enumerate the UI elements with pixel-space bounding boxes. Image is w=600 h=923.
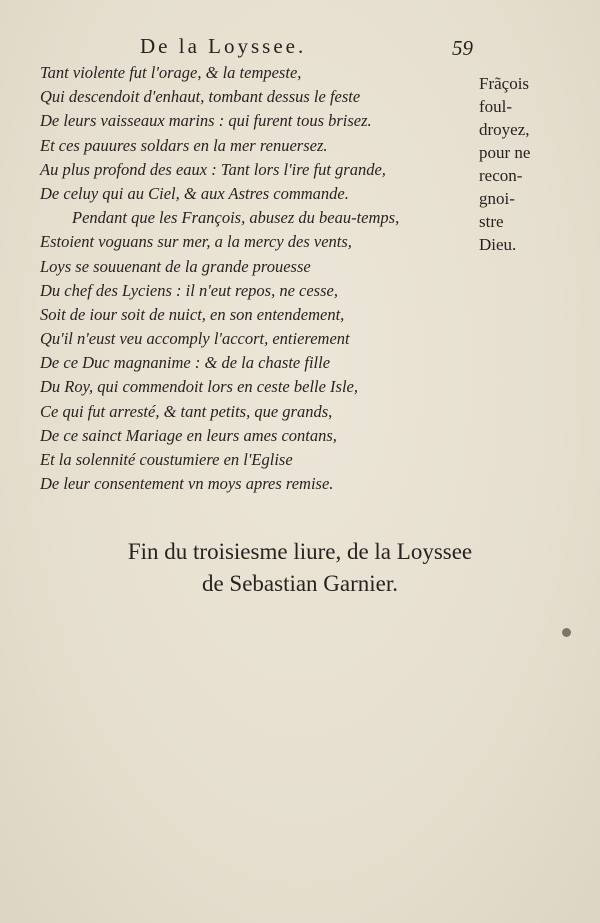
poem-line: Qu'il n'eust veu accomply l'accort, entierement: [40, 329, 350, 349]
ink-spot: [562, 628, 571, 637]
marginal-note-line: recon-: [479, 166, 523, 185]
colophon: [30, 536, 570, 600]
poem-line: Tant violente fut l'orage, & la tempeste,: [40, 63, 302, 82]
poem-line: Du chef des Lyciens : il n'eut repos, ne cesse,: [40, 280, 338, 300]
colophon-line: de Sebastian Garnier.: [201, 571, 399, 596]
colophon-line: Fin du troisiesme liure, de la Loyssee: [127, 539, 473, 564]
poem-line: Ce qui fut arresté, & tant petits, que grands,: [40, 401, 333, 421]
marginal-note-line: Frãçois: [479, 74, 530, 93]
poem-line: De leur consentement vn moys apres remise.: [40, 474, 334, 494]
marginal-note-line: droyez,: [479, 120, 530, 139]
poem-line: Et la solennité coustumiere en l'Eglise: [40, 450, 293, 469]
page-number: 59: [452, 36, 473, 60]
marginal-note-line: gnoi-: [479, 189, 515, 208]
poem-line: Qui descendoit d'enhaut, tombant dessus le feste: [40, 87, 361, 107]
marginal-note: [479, 72, 579, 256]
poem-line: De leurs vaisseaux marins : qui furent tous brisez.: [40, 111, 372, 131]
marginal-note-line: Dieu.: [479, 235, 517, 254]
poem-line: Au plus profond des eaux : Tant lors l'ire fut grande,: [40, 159, 386, 179]
poem-line: De ce Duc magnanime : & de la chaste fille: [40, 353, 331, 373]
poem-text: [40, 61, 460, 496]
poem-line: Du Roy, qui commendoit lors en ceste belle Isle,: [40, 377, 359, 397]
marginal-note-line: foul-: [479, 97, 513, 116]
poem-line: De ce sainct Mariage en leurs ames contans,: [40, 425, 337, 445]
poem-line: Pendant que les François, abusez du beau-temps,: [72, 208, 400, 228]
poem-line: Soit de iour soit de nuict, en son entendement,: [40, 304, 345, 324]
poem-line: Estoient voguans sur mer, a la mercy des vents,: [40, 232, 352, 252]
poem-line: De celuy qui au Ciel, & aux Astres commande.: [40, 183, 349, 203]
running-title: De la Loyssee.: [140, 34, 307, 58]
marginal-note-line: pour ne: [479, 143, 531, 162]
poem-line: Et ces pauures soldars en la mer renuersez.: [40, 135, 328, 155]
poem-line: Loys se souuenant de la grande prouesse: [40, 256, 311, 276]
marginal-note-line: stre: [479, 212, 504, 231]
